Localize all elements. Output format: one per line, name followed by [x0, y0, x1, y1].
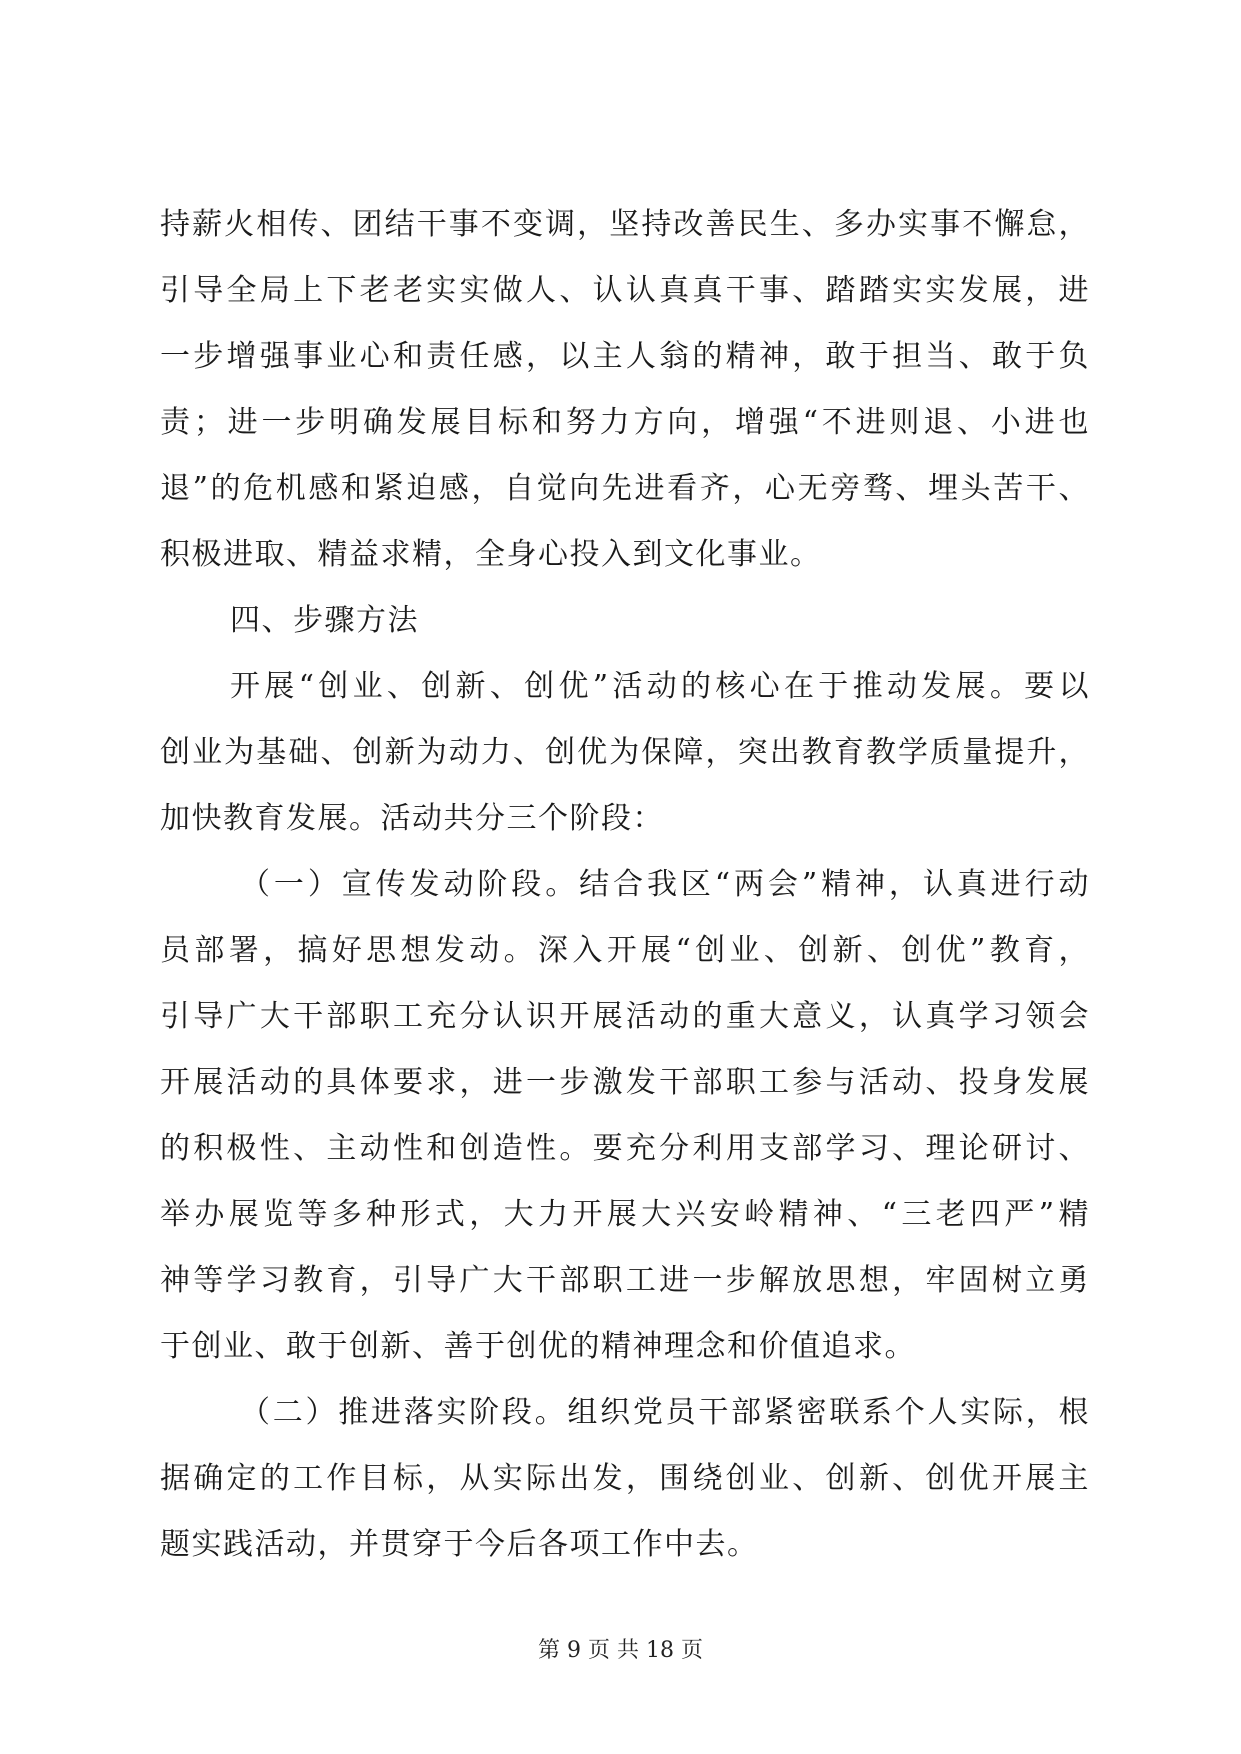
page-number-footer: 第 9 页 共 18 页: [538, 1638, 703, 1663]
text-line: 的积极性、主动性和创造性。要充分利用支部学习、理论研讨、: [160, 1131, 1090, 1166]
text-line: 神等学习教育，引导广大干部职工进一步解放思想，牢固树立勇: [160, 1263, 1090, 1298]
text-line: （二）推进落实阶段。组织党员干部紧密联系个人实际，根: [240, 1395, 1090, 1430]
text-line: 据确定的工作目标，从实际出发，围绕创业、创新、创优开展主: [160, 1461, 1090, 1496]
text-line: 责；进一步明确发展目标和努力方向，增强“不进则退、小进也: [160, 405, 1090, 440]
text-line: 持薪火相传、团结干事不变调，坚持改善民生、多办实事不懈怠，: [160, 207, 1090, 242]
text-line: 于创业、敢于创新、善于创优的精神理念和价值追求。: [160, 1329, 916, 1364]
text-line: 退”的危机感和紧迫感，自觉向先进看齐，心无旁骛、埋头苦干、: [160, 471, 1090, 506]
text-line: 开展“创业、创新、创优”活动的核心在于推动发展。要以: [230, 669, 1090, 704]
body-text: [160, 192, 1090, 1578]
text-line: 题实践活动，并贯穿于今后各项工作中去。: [160, 1527, 759, 1562]
text-line: 引导全局上下老老实实做人、认认真真干事、踏踏实实发展，进: [160, 273, 1090, 308]
text-line: （一）宣传发动阶段。结合我区“两会”精神，认真进行动: [240, 867, 1090, 902]
text-line: 创业为基础、创新为动力、创优为保障，突出教育教学质量提升，: [160, 735, 1090, 770]
text-line: 加快教育发展。活动共分三个阶段：: [160, 801, 664, 836]
text-line: 一步增强事业心和责任感，以主人翁的精神，敢于担当、敢于负: [160, 339, 1090, 374]
text-line: 引导广大干部职工充分认识开展活动的重大意义，认真学习领会: [160, 999, 1090, 1034]
section-heading: 四、步骤方法: [230, 603, 419, 638]
text-line: 举办展览等多种形式，大力开展大兴安岭精神、“三老四严”精: [160, 1197, 1090, 1232]
text-line: 积极进取、精益求精，全身心投入到文化事业。: [160, 537, 822, 572]
text-line: 员部署，搞好思想发动。深入开展“创业、创新、创优”教育，: [160, 933, 1090, 968]
text-line: 开展活动的具体要求，进一步激发干部职工参与活动、投身发展: [160, 1065, 1090, 1100]
